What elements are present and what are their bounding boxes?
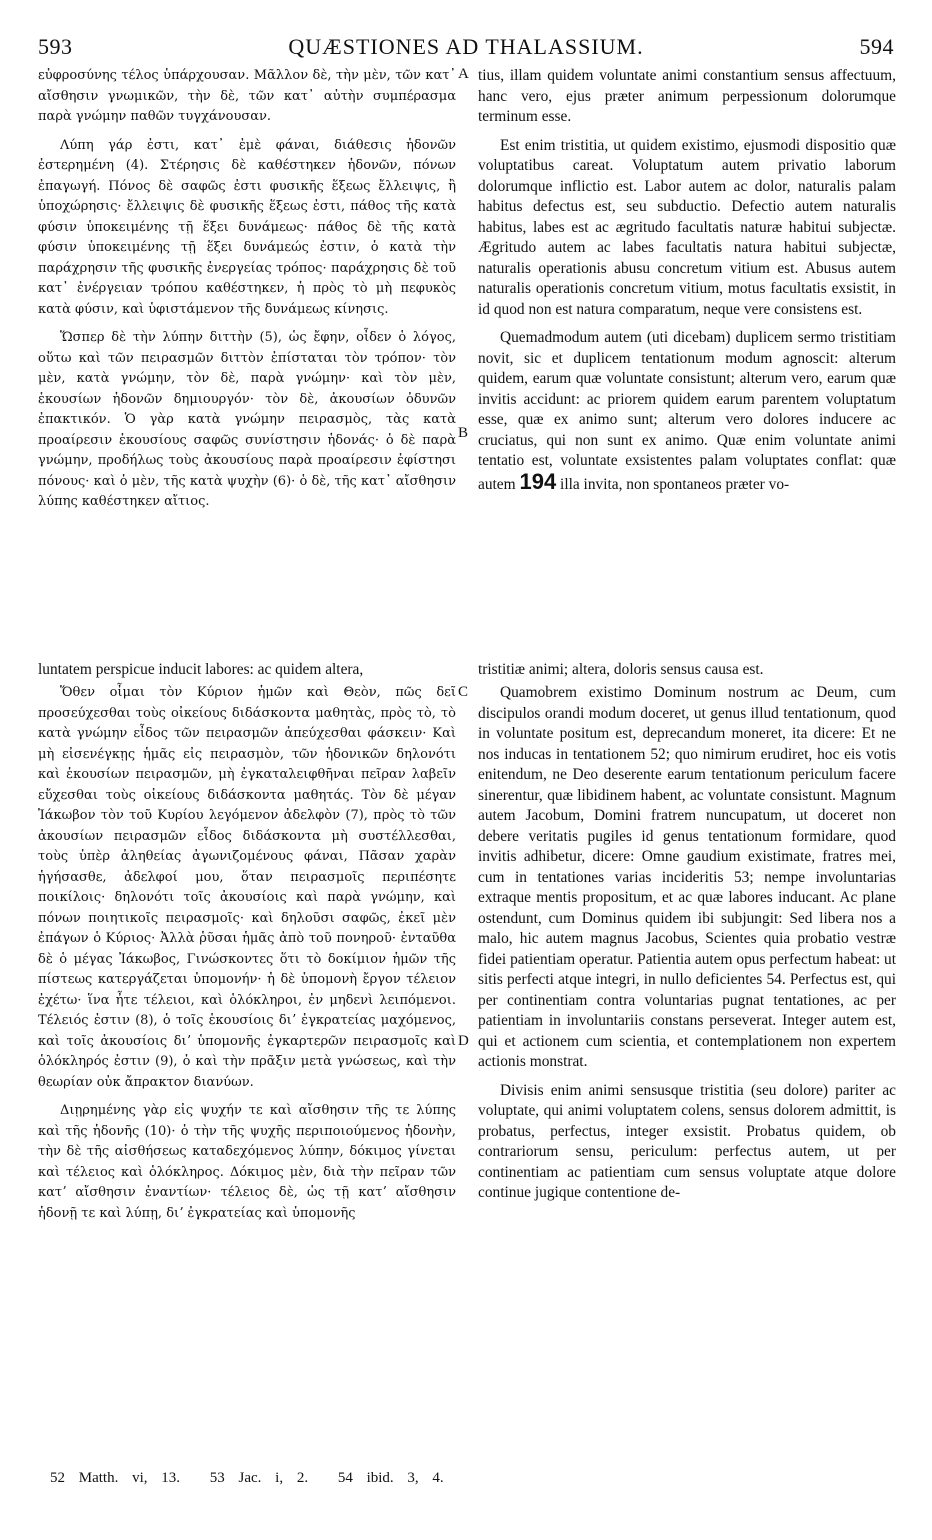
latin-paragraph-4: Quamobrem existimo Dominum nostrum ac Deum, cum discipulos orandi modum doceret, ut genus illud tentationum, quod in voluntate positum est, deprecandum moneret, ita dicere: Et ne nos inducas in tentationem 52; quo nimirum erudiret, hoc eis votis enitendum, ne Deo deserente earum tentationum periculum facere sinerentur, quæ libidinem habent, ac voluntate consistunt. Magnum autem Jacobum, Domini fratrem nuncupatum, ut doceret non debere veritatis pugiles id genus tentationum formidare, quod invitis adhibetur, dicere: Omne gaudium existimate, fratres mei, cum in tentationes varias incideritis 53; nempe involuntarias extraque mentis propositum, et ac quæ labores inducant. Ac plane ostendunt, cum Dominus quidem ibi subjungit: Sed libera nos a malo, hic autem magnus Jacobus, Scientes quia probatio vestræ fidei patientiam operatur. Patientia autem opus perfectum habeat: ut sitis perfecti atque integri, in nullo deficientes 54. Perfectus est, qui per continentiam contra voluntarias pugnat tentationes, ac per patientiam in involuntariis constans perseverat. Integer autem est, qui et actionem cum scientia, et contemplationem non expertem actionis monstrat.: [478, 684, 896, 1070]
page-number-left: 593: [38, 34, 73, 59]
greek-paragraph-1: εὐφροσύνης τέλος ὑπάρχουσαν. Μᾶλλον δὲ, τὴν μὲν, τῶν κατ᾽ αἴσθησιν γνωμικῶν, τὴν δὲ, τῶν κατ᾽ αὐτὴν συμπέρασμα παρὰ γνώμην παθῶν τυγχάνουσαν.: [38, 68, 456, 124]
latin-paragraph-1: tius, illam quidem voluntate animi constantium sensus affectuum, hanc vero, ejus præter animum perpessionum dolorumque terminum esse.: [478, 67, 896, 125]
footnote-52: 52 Matth. vi, 13.: [50, 1470, 180, 1486]
page-header: [38, 34, 894, 64]
greek-column: [38, 66, 456, 513]
latin-paragraph-3-post: illa invita, non spontaneos præter vo-: [560, 475, 790, 493]
bridge-left-text: luntatem perspicue inducit labores: ac quidem altera,: [38, 661, 364, 678]
greek-paragraph-3: Ὥσπερ δὲ τὴν λύπην διττὴν (5), ὡς ἔφην, οἶδεν ὁ λόγος, οὕτω καὶ τῶν πειρασμῶν διττὸν ἐπίσταται τὸν τρόπον· τὸν μὲν, κατὰ γνώμην, τὸν δὲ, παρὰ γνώμην· καὶ τὸν μὲν, ἑκουσίων ἡδονῶν δημιουργόν· τὸν δὲ, ἀκουσίων ὀδυνῶν ἐπακτικόν. Ὁ γὰρ κατὰ γνώμην πειρασμὸς, τὰς κατὰ προαίρεσιν ἑκουσίους σαφῶς συνίστησιν ἡδονάς· ὁ δὲ παρὰ γνώμην, προδήλως τοὺς ἀκουσίους παρὰ προαίρεσιν ἐφίστησι πόνους· καὶ ὁ μὲν, τῆς κατὰ ψυχὴν (6)· ὁ δὲ, τῆς κατ᾽ αἴσθησιν λύπης καθέστηκεν αἴτιος.: [38, 330, 456, 509]
latin-paragraph-3: [478, 328, 896, 495]
footnotes: [50, 1470, 460, 1487]
latin-column-lower: [478, 683, 896, 1204]
running-title: QUÆSTIONES AD THALASSIUM.: [288, 34, 644, 59]
footnote-53: 53 Jac. i, 2.: [209, 1470, 309, 1486]
margin-marker-d: D: [458, 1033, 469, 1049]
page-number-right: 594: [859, 34, 894, 59]
greek-paragraph-2: Λύπη γάρ ἐστι, κατ᾽ ἐμὲ φάναι, διάθεσις ἡδονῶν ἐστερημένη (4). Στέρησις δὲ καθέστηκεν ἡδονῶν, πόνων ἐπαγωγή. Πόνος δὲ σαφῶς ἐστι φυσικῆς ἕξεως ἔλλειψις, ἢ ὑποχώρησις· ἔλλειψις δὲ φυσικῆς ἕξεως ἐστι, πάθος τῆς κατὰ φύσιν ὑποκειμένης τῇ ἕξει δυνάμεως· πάθος δὲ τῆς κατὰ φύσιν ὑποκειμένης τῇ ἕξει δυνάμεώς ἐστιν, ὁ κατὰ τὴν παράχρησιν τῆς φυσικῆς ἐνεργείας τρόπος· παράχρησις δὲ τοῦ κατ᾽ ἐνέργειαν τρόπου καθέστηκεν, ἡ πρὸς τὸ μὴ πεφυκὸς κατὰ φύσιν, καὶ ὑφιστάμενον τῆς δυνάμεως κίνησις.: [38, 137, 456, 317]
greek-paragraph-4: Ὅθεν οἶμαι τὸν Κύριον ἡμῶν καὶ Θεὸν, πῶς δεῖ προσεύχεσθαι τοὺς οἰκείους διδάσκοντα μαθητὰς, πρὸς τὸ, τὸ κατὰ γνώμην εἶδος τῶν πειρασμῶν ἀπεύχεσθαι φάσκειν· Καὶ μὴ εἰσενέγκῃς ἡμᾶς εἰς πειρασμὸν, τῶν ἡδονικῶν δηλονότι καὶ ἑκουσίων πειρασμῶν, μὴ ἐγκαταλειφθῆναι πεῖραν λαβεῖν εὔχεσθαι τοὺς οἰκείους διδάσκοντα μαθητάς. Τὸν δὲ μέγαν Ἰάκωβον τὸν τοῦ Κυρίου λεγόμενον ἀδελφὸν (7), πρὸς τὸ τῶν ἀκουσίων πειρασμῶν εἶδος διδάσκοντα μὴ συστέλλεσθαι, τοὺς ὑπὲρ ἀληθείας ἀγωνιζομένους φάναι, Πᾶσαν χαρὰν ἡγήσασθε, ἀδελφοί μου, ὅταν πειρασμοῖς περιπέσητε ποικίλοις· δηλονότι τοῖς ἀκουσίοις καὶ παρὰ γνώμην, καὶ πόνων ποιητικοῖς πειρασμοῖς· καὶ δηλοῦσι σαφῶς, ἐκεῖ μὲν ἐπάγων ὁ Κύριος· Ἀλλὰ ῥῦσαι ἡμᾶς ἀπὸ τοῦ πονηροῦ· ἐνταῦθα δὲ ὁ μέγας Ἰάκωβος, Γινώσκοντες ὅτι τὸ δοκίμιον ἡμῶν τῆς πίστεως κατεργάζεται ὑπομονήν· ἡ δὲ ὑπομονὴ ἔργον τέλειον ἐχέτω· ἵνα ἦτε τέλειοι, καὶ ὁλόκληροι, ἐν μηδενὶ λειπόμενοι. Τέλειός ἐστιν (8), ὁ τοῖς ἑκουσίοις διʼ ἐγκρατείας μαχόμενος, καὶ τοῖς ἀκουσίοις διʼ ὑπομονῆς ἐγκαρτερῶν πειρασμοῖς καὶ ὁλόκληρός ἐστιν (9), ὁ καὶ τὴν πρᾶξιν μετὰ γνώσεως, καὶ τὴν θεωρίαν οὐκ ἄπρακτον διανύων.: [38, 685, 456, 1090]
latin-paragraph-5: Divisis enim animi sensusque tristitia (seu dolore) pariter ac voluptate, qui animi voluptatem colens, sensus dolorem admittit, is probatus, perfectus, integer exsistit. Probatus quidem, ob contrariorum sensu, periculum: perfectus autem, ut per continentiam ac patientiam cum sensus voluptate atque dolore continue jugique contentione de-: [478, 1081, 896, 1201]
margin-marker-b: B: [458, 425, 469, 441]
margin-marker-a: A: [458, 66, 469, 82]
greek-paragraph-5: Διῃρημένης γὰρ εἰς ψυχήν τε καὶ αἴσθησιν τῆς τε λύπης καὶ τῆς ἡδονῆς (10)· ὁ τὴν τῆς ψυχῆς περιποιούμενος ἡδονὴν, τὴν δὲ τῆς αἰσθήσεως καταδεχόμενος λύπην, δόκιμος γίνεται καὶ τέλειος καὶ ὁλόκληρος. Δόκιμος μὲν, διὰ τὴν πεῖραν τῶν κατʼ αἴσθησιν ἐναντίων· τέλειος δὲ, ὡς τῇ κατʼ αἴσθησιν ἡδονῇ τε καὶ λύπῃ, διʼ ἐγκρατείας καὶ ὑπομονῆς: [38, 1103, 456, 1221]
latin-column: [478, 66, 896, 495]
latin-paragraph-2: Est enim tristitia, ut quidem existimo, ejusmodi dispositio quæ voluptatibus careat. Voluptatum autem privatio laborum dolorumque inflictio est. Labor autem ac dolor, naturalis palam habitus defectus est, seu subductio. Defectio autem naturalis habitus, labes est ac ægritudo facultatis naturæ habitui subjectæ. Ægritudo autem ac labes facultatis natura habitui subjectæ, naturalis operationis abusu concretum vitium est. Abusus autem naturalis operationis concretum vitium, motus facultatis exsistit, in id quod non est natura comparatum, neque vere consistens est.: [478, 136, 896, 318]
latin-paragraph-3-pre: Quemadmodum autem (uti dicebam) duplicem sermo tristitiam novit, sic et duplicem tentationum modum agnoscit: alterum quidem, earum quæ voluntate consistunt; alterum vero, earum quæ invitis accidunt: ac priorem quidem earum parentem voluptatum esse, quæ ex animo sunt; alterum vero dolores inducere ac cruciatus, qui non sunt ex animo. Quæ enim voluntate animi tentatio est, voluntate exsistentes palam voluptates conflat: quæ autem: [478, 329, 896, 493]
column-number: 194: [519, 468, 557, 494]
greek-column-lower: [38, 683, 456, 1224]
margin-marker-c: C: [458, 684, 469, 700]
bridge-right-text: tristitiæ animi; altera, doloris sensus causa est.: [478, 661, 764, 678]
footnote-54: 54 ibid. 3, 4.: [337, 1470, 444, 1486]
